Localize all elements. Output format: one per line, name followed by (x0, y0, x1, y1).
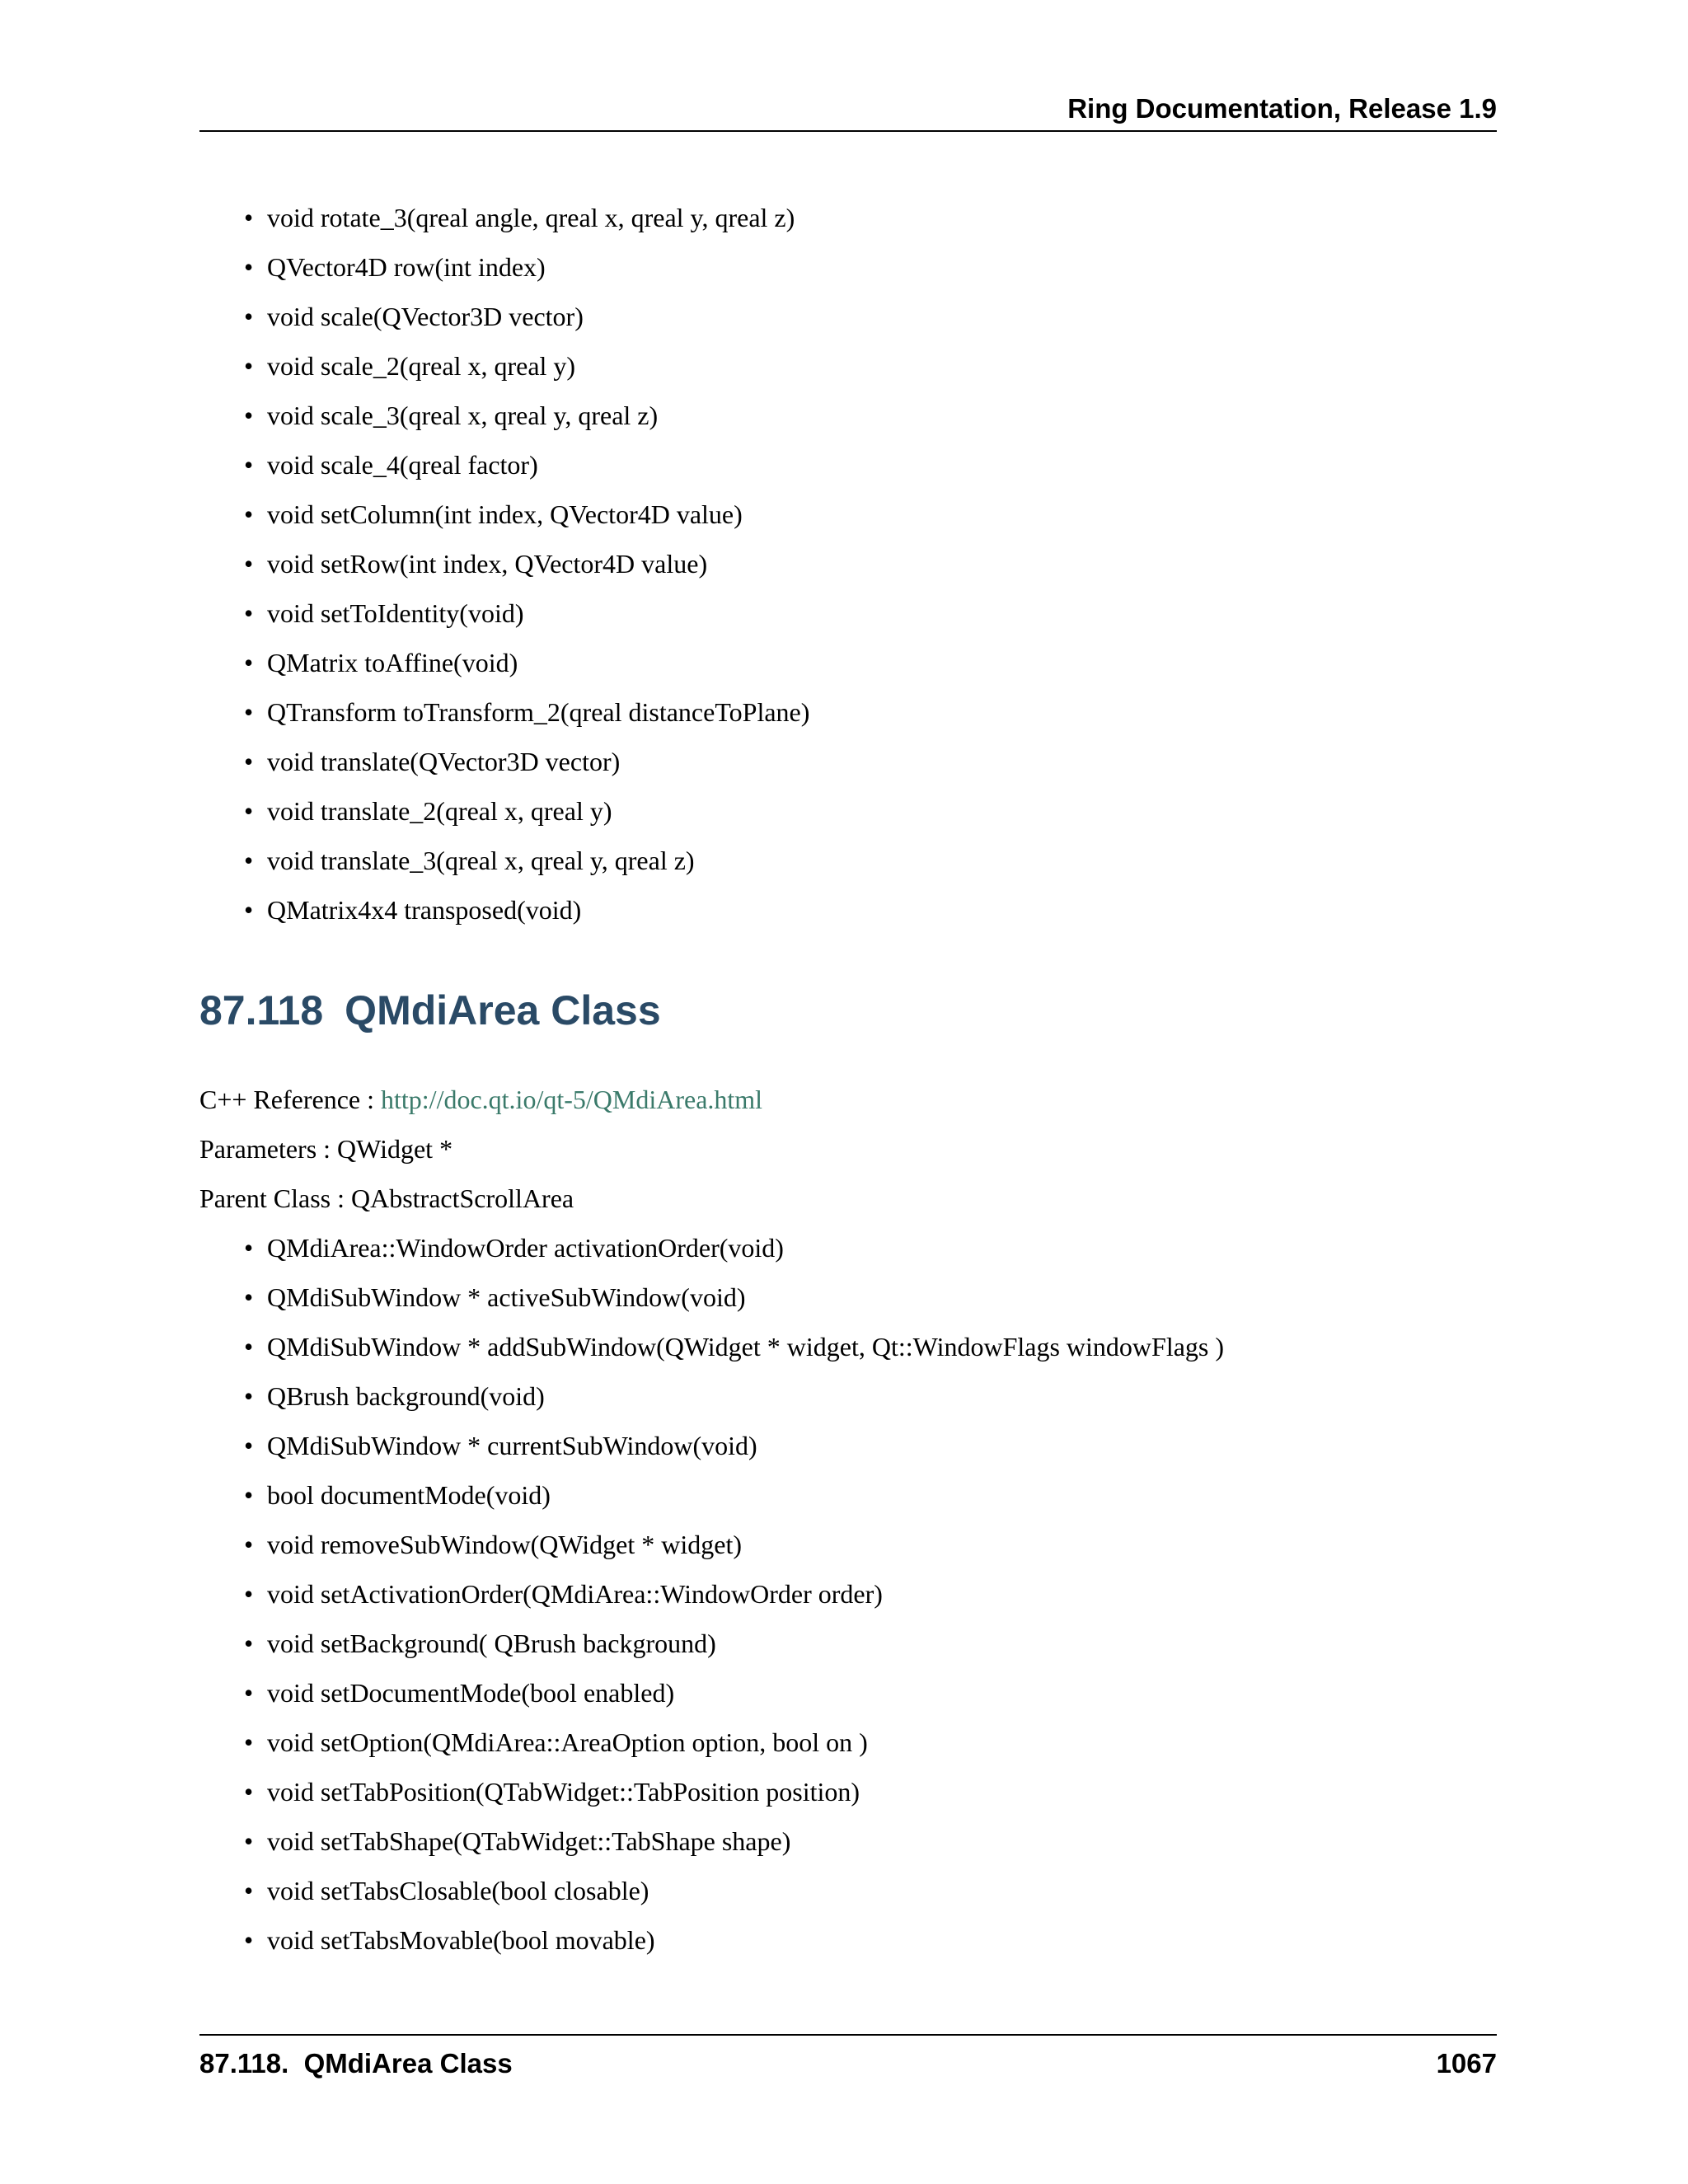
list-item: • QMdiSubWindow * activeSubWindow(void) (267, 1272, 1224, 1322)
list-item: • void translate_2(qreal x, qreal y) (267, 786, 809, 836)
list-item: • void scale_3(qreal x, qreal y, qreal z) (267, 391, 809, 440)
list-item: • void setTabShape(QTabWidget::TabShape shape) (267, 1816, 1224, 1866)
list-item: • QMdiArea::WindowOrder activationOrder(void) (267, 1223, 1224, 1272)
qmdiarea-method-list (267, 1223, 1224, 1965)
list-item: • QMdiSubWindow * addSubWindow(QWidget * widget, Qt::WindowFlags windowFlags ) (267, 1322, 1224, 1371)
list-item: • void translate(QVector3D vector) (267, 737, 809, 786)
qmatrix-method-list (267, 193, 809, 935)
list-item: • void setTabsClosable(bool closable) (267, 1866, 1224, 1915)
list-item: • void setActivationOrder(QMdiArea::WindowOrder order) (267, 1569, 1224, 1619)
section-number: 87.118 (199, 987, 324, 1033)
list-item: • QTransform toTransform_2(qreal distanceToPlane) (267, 687, 809, 737)
reference-link[interactable]: http://doc.qt.io/qt-5/QMdiArea.html (381, 1085, 763, 1114)
list-item: • void removeSubWindow(QWidget * widget) (267, 1520, 1224, 1569)
list-item: • QMatrix4x4 transposed(void) (267, 885, 809, 935)
list-item: • bool documentMode(void) (267, 1470, 1224, 1520)
section-heading (199, 986, 661, 1035)
list-item: • void setColumn(int index, QVector4D value) (267, 490, 809, 539)
list-item: • void scale_2(qreal x, qreal y) (267, 341, 809, 391)
list-item: • QMatrix toAffine(void) (267, 638, 809, 687)
list-item: • QMdiSubWindow * currentSubWindow(void) (267, 1421, 1224, 1470)
list-item: • void setTabPosition(QTabWidget::TabPosition position) (267, 1767, 1224, 1816)
list-item: • void rotate_3(qreal angle, qreal x, qreal y, qreal z) (267, 193, 809, 242)
parameters-line: Parameters : QWidget * (199, 1134, 453, 1164)
list-item: • void scale(QVector3D vector) (267, 292, 809, 341)
page-header (199, 91, 1497, 132)
document-title: Ring Documentation, Release 1.9 (1067, 93, 1497, 124)
list-item: • void setDocumentMode(bool enabled) (267, 1668, 1224, 1718)
list-item: • void setRow(int index, QVector4D value) (267, 539, 809, 588)
page-number: 1067 (1436, 2048, 1497, 2079)
section-title: QMdiArea Class (345, 987, 661, 1033)
list-item: • void setOption(QMdiArea::AreaOption option, bool on ) (267, 1718, 1224, 1767)
list-item: • void scale_4(qreal factor) (267, 440, 809, 490)
cpp-reference (199, 1083, 762, 1116)
list-item: • void setToIdentity(void) (267, 588, 809, 638)
footer-section-label: 87.118. QMdiArea Class (199, 2048, 513, 2079)
list-item: • QVector4D row(int index) (267, 242, 809, 292)
list-item: • QBrush background(void) (267, 1371, 1224, 1421)
list-item: • void setTabsMovable(bool movable) (267, 1915, 1224, 1965)
list-item: • void setBackground( QBrush background) (267, 1619, 1224, 1668)
parent-class-line: Parent Class : QAbstractScrollArea (199, 1183, 574, 1213)
page-footer (199, 2034, 1497, 2083)
reference-label: C++ Reference : (199, 1085, 381, 1114)
list-item: • void translate_3(qreal x, qreal y, qreal z) (267, 836, 809, 885)
